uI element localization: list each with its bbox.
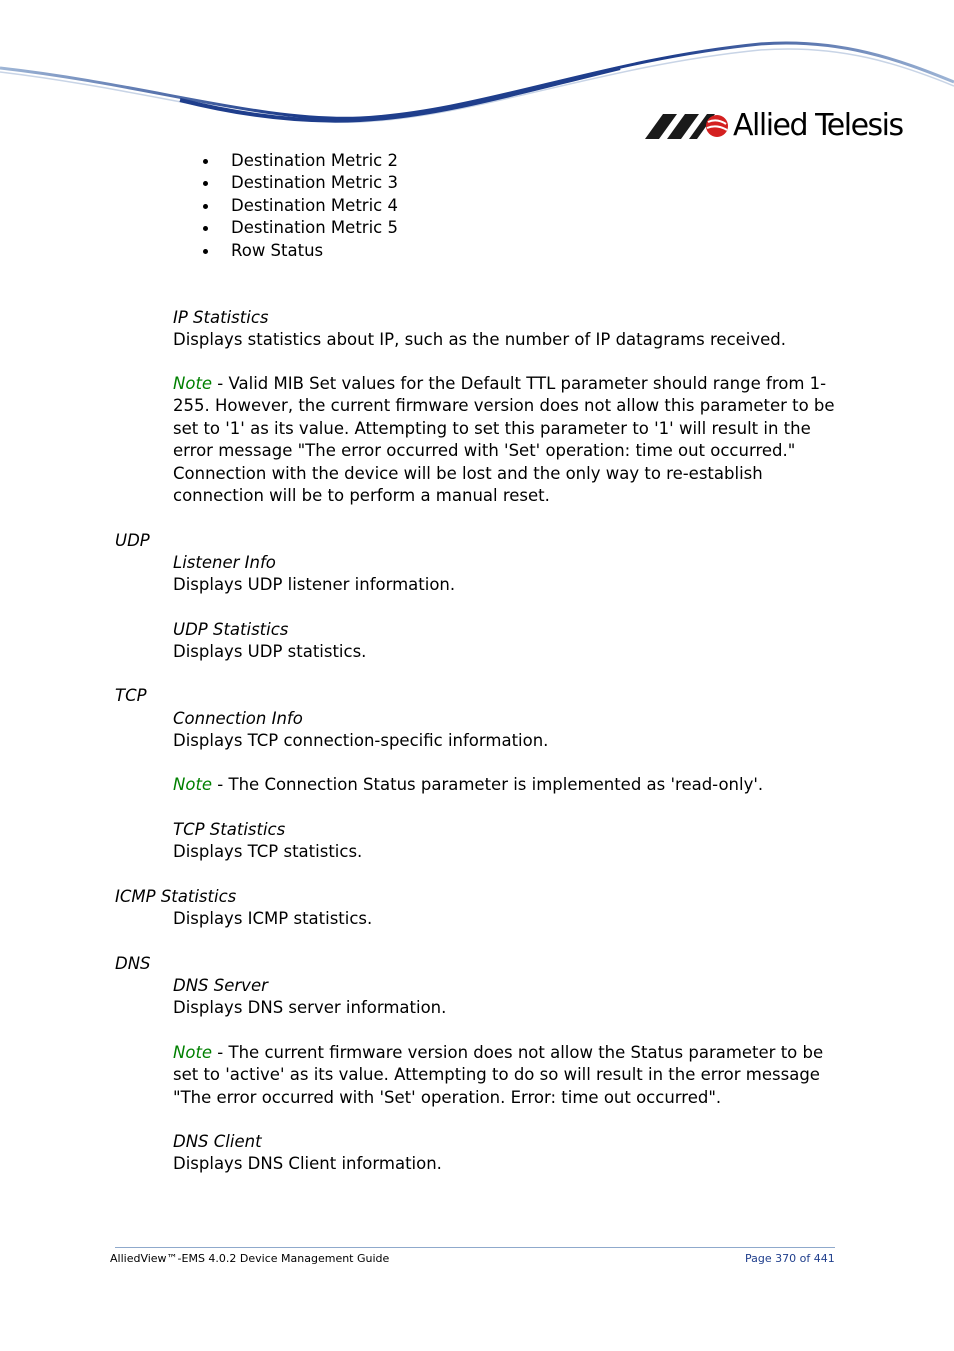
tcp-statistics-heading: TCP Statistics <box>173 820 286 839</box>
connection-info-heading: Connection Info <box>173 709 303 728</box>
dns-note <box>173 1042 833 1109</box>
dns-heading: DNS <box>115 954 151 973</box>
listener-info-description: Displays UDP listener information. <box>173 575 456 594</box>
ip-statistics-description: Displays statistics about IP, such as the number of IP datagrams received. <box>173 330 787 349</box>
note-text: - The current firmware version does not allow the Status parameter to be set to 'active' as its value. Attempting to do so will result in the error message "The error occurred with 'Set' operation. Error: time out occurred". <box>173 1043 824 1107</box>
udp-statistics-description: Displays UDP statistics. <box>173 642 367 661</box>
tcp-statistics-description: Displays TCP statistics. <box>173 842 363 861</box>
dns-client-description: Displays DNS Client information. <box>173 1154 442 1173</box>
icmp-statistics-heading: ICMP Statistics <box>115 887 237 906</box>
dns-server-heading: DNS Server <box>173 976 268 995</box>
bullet-icon <box>203 226 208 231</box>
ip-statistics-heading: IP Statistics <box>173 308 269 327</box>
footer-page-number: Page 370 of 441 <box>745 1252 835 1265</box>
list-item: Destination Metric 3 <box>200 172 398 194</box>
logo-mark-icon <box>645 112 729 140</box>
note-label: Note <box>173 374 213 393</box>
list-item: Destination Metric 4 <box>200 195 398 217</box>
note-label: Note <box>173 775 213 794</box>
listener-info-heading: Listener Info <box>173 553 276 572</box>
bullet-icon <box>203 249 208 254</box>
note-text: - Valid MIB Set values for the Default TTL parameter should range from 1-255. However, the current firmware version does not allow this parameter to be set to '1' as its value. Attempting to set this parameter to '1' will result in the error message "The error occurred with 'Set' operation: time out occurred." Connection with the device will be lost and the only way to re-establish connection will be to perform a manual reset. <box>173 374 835 506</box>
logo-wordmark: Allied Telesis <box>733 108 903 143</box>
tcp-note <box>173 774 853 796</box>
footer-divider <box>115 1247 835 1248</box>
udp-heading: UDP <box>115 531 150 550</box>
allied-telesis-logo <box>645 108 905 148</box>
metric-bullet-list <box>200 150 398 262</box>
ip-statistics-note <box>173 373 853 507</box>
icmp-statistics-description: Displays ICMP statistics. <box>173 909 373 928</box>
tcp-heading: TCP <box>115 686 147 705</box>
footer-document-title: AlliedView™-EMS 4.0.2 Device Management Guide <box>110 1252 390 1265</box>
list-item: Row Status <box>200 240 398 262</box>
bullet-icon <box>203 181 208 186</box>
bullet-icon <box>203 159 208 164</box>
list-item: Destination Metric 2 <box>200 150 398 172</box>
dns-server-description: Displays DNS server information. <box>173 998 447 1017</box>
connection-info-description: Displays TCP connection-specific information. <box>173 731 549 750</box>
note-label: Note <box>173 1043 213 1062</box>
note-text: - The Connection Status parameter is implemented as 'read-only'. <box>212 775 764 794</box>
list-item: Destination Metric 5 <box>200 217 398 239</box>
dns-client-heading: DNS Client <box>173 1132 262 1151</box>
udp-statistics-heading: UDP Statistics <box>173 620 289 639</box>
bullet-icon <box>203 204 208 209</box>
